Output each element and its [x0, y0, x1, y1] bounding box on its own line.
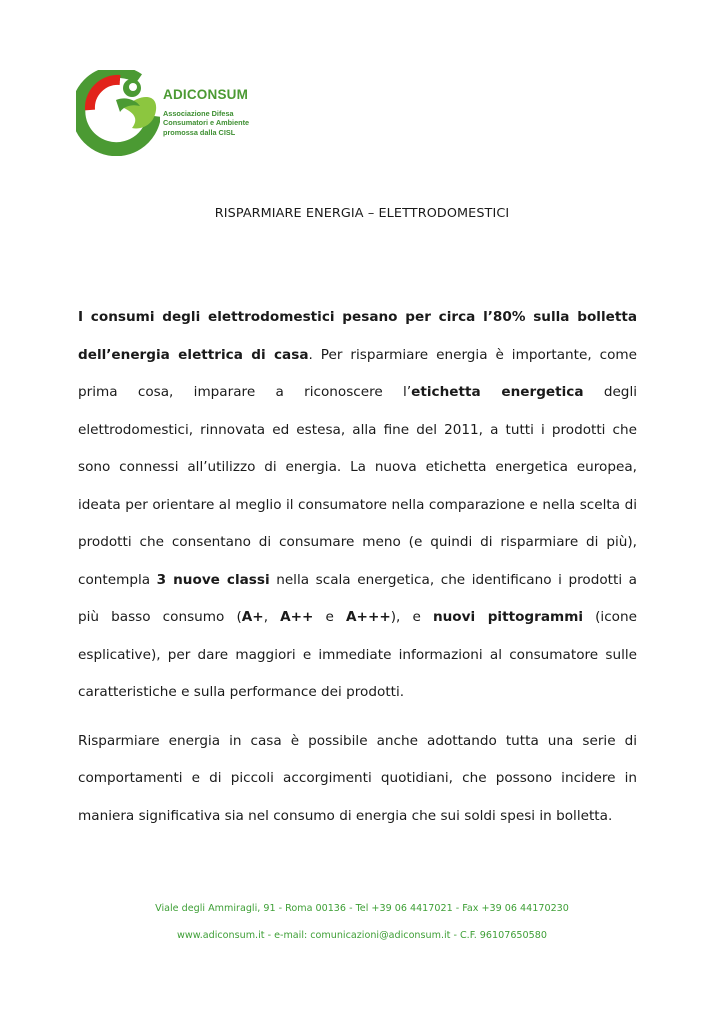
bold-run: nuovi pittogrammi — [432, 609, 584, 625]
logo-tagline — [163, 109, 249, 137]
logo-tagline-line: Associazione Difesa — [163, 109, 234, 118]
logo-tagline-line: Consumatori e Ambiente — [163, 118, 250, 128]
text-run: ), e — [390, 609, 433, 625]
adiconsum-logo — [76, 70, 336, 160]
paragraph-1 — [78, 299, 637, 712]
document-title: RISPARMIARE ENERGIA – ELETTRODOMESTICI — [214, 206, 510, 221]
text-run: , — [263, 609, 281, 625]
logo-emblem — [76, 70, 160, 156]
bold-run: A+++ — [346, 609, 391, 625]
lead-bold-text: I consumi degli elettrodomestici pesano per circa l’80% sulla bolletta dell’energia elettrica di casa — [78, 309, 637, 363]
document-body — [78, 299, 637, 835]
bold-run: A+ — [241, 609, 264, 625]
footer-contacts: www.adiconsum.it - e-mail: comunicazioni@adiconsum.it - C.F. 96107650580 — [177, 930, 547, 941]
bold-run: etichetta energetica — [411, 384, 584, 400]
text-run: nella scala energetica, che identificano i prodotti a più basso consumo ( — [78, 571, 638, 625]
text-run: (icone esplicative), per dare maggiori e immediate informazioni al consumatore sulle caratteristiche e sulla performance dei prodotti. — [78, 609, 637, 700]
footer-address: Viale degli Ammiragli, 91 - Roma 00136 - Tel +39 06 4417021 - Fax +39 06 44170230 — [155, 903, 569, 914]
text-run: . Per risparmiare energia è importante, come prima cosa, imparare a riconoscere l’ — [78, 346, 638, 400]
text-run: degli elettrodomestici, rinnovata ed estesa, alla fine del 2011, a tutti i prodotti che sono connessi all’utilizzo di energia. La nuova etichetta energetica europea, ideata per orientare al meglio il consumatore nella comparazione e nella scelta di prodotti che consentano di consumare meno (e quindi di risparmiare di più), contempla — [78, 384, 637, 588]
text-run: e — [313, 609, 347, 625]
logo-tagline-line: promossa dalla CISL — [163, 127, 236, 137]
paragraph-2: Risparmiare energia in casa è possibile anche adottando tutta una serie di comportamenti e di piccoli accorgimenti quotidiani, che possono incidere in maniera significativa sia nel consumo di energia che sui soldi spesi in bolletta. — [78, 732, 637, 824]
bold-run: A++ — [280, 609, 314, 625]
logo-name: ADICONSUM — [163, 87, 249, 102]
bold-run: 3 nuove classi — [156, 571, 270, 588]
